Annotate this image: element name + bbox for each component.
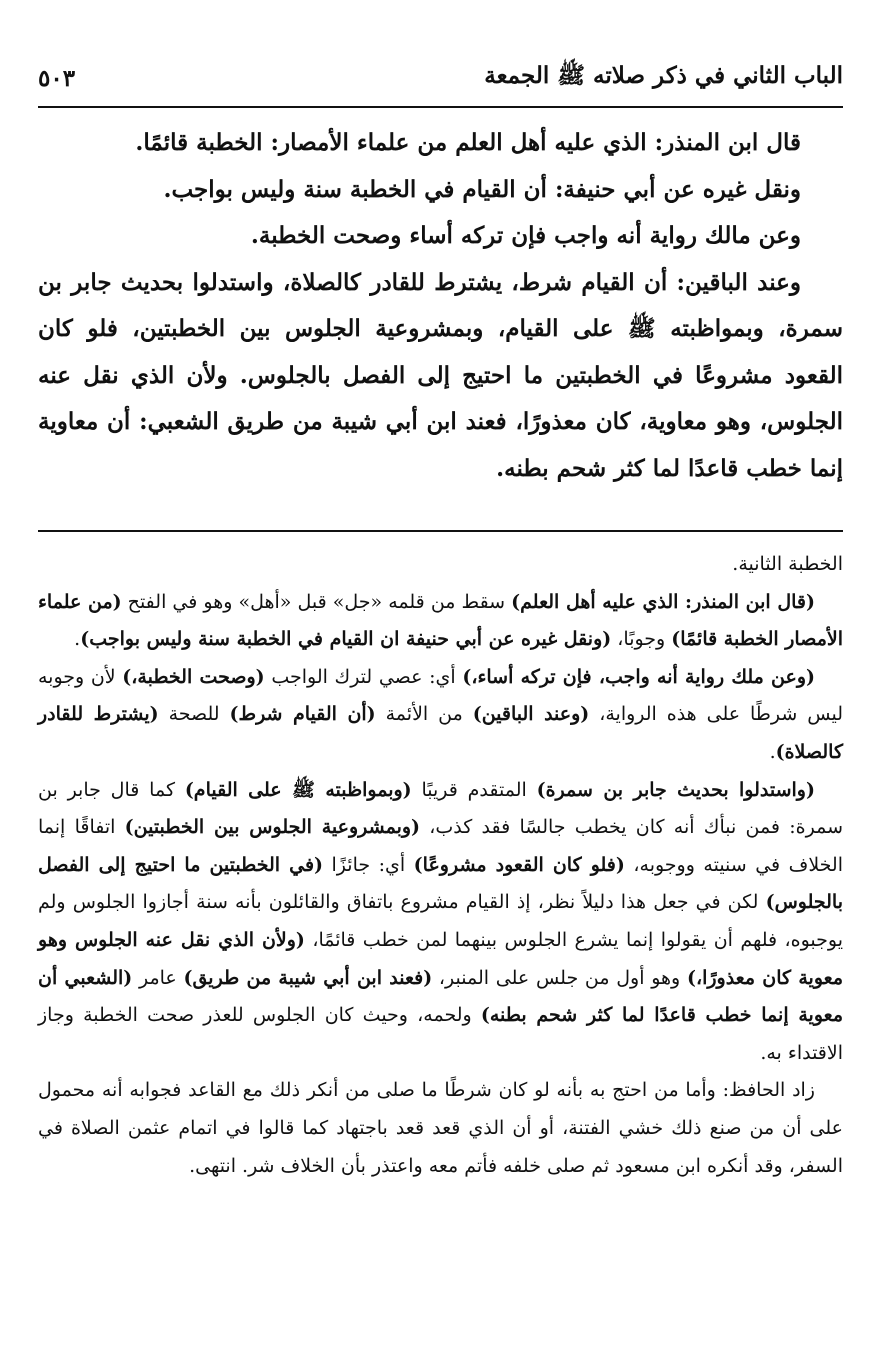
commentary-run: لأن وجوبه ليس شرطًا على هذه الرواية، bbox=[38, 665, 844, 726]
commentary-run: . bbox=[769, 740, 776, 763]
commentary-run: عامر bbox=[132, 966, 184, 989]
commentary-line-0: الخطبة الثانية. bbox=[732, 553, 843, 575]
commentary-run: سقط من قلمه «جل» قبل «أهل» وهو في الفتح bbox=[121, 590, 512, 613]
quoted-matn-text: (وعن ملك رواية أنه واجب، فإن تركه أساء،) bbox=[462, 665, 815, 688]
commentary-run: وجوبًا، bbox=[611, 628, 672, 651]
main-paragraph-1: قال ابن المنذر: الذي عليه أهل العلم من علماء الأمصار: الخطبة قائمًا. bbox=[135, 129, 801, 156]
commentary-run: اتفاقًا إنما الخلاف في سنيته ووجوبه، bbox=[38, 816, 843, 876]
page-header bbox=[38, 56, 843, 100]
commentary-paragraph-2 bbox=[38, 659, 843, 772]
quoted-matn-text: (أن القيام شرط) bbox=[229, 703, 376, 726]
commentary-paragraph-3 bbox=[38, 772, 843, 1073]
quoted-matn-text: (وبمشروعية الجلوس بين الخطبتين) bbox=[124, 816, 421, 839]
commentary-paragraph-4: زاد الحافظ: وأما من احتج به بأنه لو كان شرطًا ما صلى من أنكر ذلك مع القاعد فجوابه أنه محمول على أن من صنع ذلك خشي الفتنة، أو أن الذي قعد قعد باجتهاد كما قالوا في اتمام عثمن الصلاة في السفر، وقد أنكره ابن مسعود ثم صلى خلفه فأتم معه واعتذر بأن الخلاف شر. انتهى. bbox=[38, 1079, 843, 1177]
quoted-matn-text: (وبمواظبته ﷺ على القيام) bbox=[184, 778, 412, 801]
quoted-matn-text: (وعند الباقين) bbox=[472, 703, 590, 726]
quoted-matn-text: (قال ابن المنذر: الذي عليه أهل العلم) bbox=[511, 590, 815, 613]
commentary-run: لكن في جعل هذا دليلاً نظر، إذ القيام مشروع باتفاق والقائلون بأنه سنة أجازوا الجلوس ولم يوجبوه، فلهم أن يقولوا إنما يشرع الجلوس بينهما لمن خطب قائمًا، bbox=[38, 891, 843, 951]
footnote-rule bbox=[38, 530, 843, 532]
quoted-matn-text: (ولأن الذي نقل عنه الجلوس وهو معوية كان معذورًا،) bbox=[38, 928, 844, 989]
header-rule bbox=[38, 106, 843, 108]
commentary-run: أي: عصي لترك الواجب bbox=[264, 665, 463, 688]
page-number: ٥٠٣ bbox=[38, 64, 76, 92]
main-paragraph-2: ونقل غيره عن أبي حنيفة: أن القيام في الخطبة سنة وليس بواجب. bbox=[163, 175, 801, 203]
quoted-matn-text: (فعند ابن أبي شيبة من طريق) bbox=[183, 966, 433, 989]
commentary-run: وهو أول من جلس على المنبر، bbox=[432, 966, 687, 989]
commentary-paragraph-1 bbox=[38, 584, 843, 659]
quoted-matn-text: (في الخطبتين ما احتيج إلى الفصل بالجلوس) bbox=[38, 853, 843, 914]
quoted-matn-text: (الشعبي أن معوية إنما خطب قاعدًا لما كثر شحم بطنه) bbox=[38, 966, 843, 1027]
quoted-matn-text: (واستدلوا بحديث جابر بن سمرة) bbox=[536, 778, 815, 801]
quoted-matn-text: (فلو كان القعود مشروعًا) bbox=[413, 853, 625, 876]
quoted-matn-text: (ونقل غيره عن أبي حنيفة ان القيام في الخطبة سنة وليس بواجب) bbox=[80, 628, 612, 651]
quoted-matn-text: (يشترط للقادر كالصلاة) bbox=[38, 703, 843, 763]
main-text bbox=[38, 120, 843, 492]
commentary-run: ولحمه، وحيث كان الجلوس للعذر صحت الخطبة وجاز الاقتداء به. bbox=[38, 1004, 843, 1064]
commentary-run: أي: جائزًا bbox=[323, 853, 414, 876]
main-paragraph-4: وعند الباقين: أن القيام شرط، يشترط للقادر كالصلاة، واستدلوا بحديث جابر بن سمرة، وبمواظبته ﷺ على القيام، وبمشروعية الجلوس بين الخطبتين، فلو كان القعود مشروعًا في الخطبتين ما احتيج إلى الفصل بالجلوس. ولأن الذي نقل عنه الجلوس، وهو معاوية، كان معذورًا، فعند ابن أبي شيبة من طريق الشعبي: أن معاوية إنما خطب قاعدًا لما كثر شحم بطنه. bbox=[38, 268, 843, 482]
quoted-matn-text: (وصحت الخطبة،) bbox=[122, 665, 265, 688]
commentary-run: للصحة bbox=[158, 703, 230, 726]
commentary-run: . bbox=[74, 628, 81, 651]
commentary-run: من الأئمة bbox=[375, 703, 473, 726]
commentary-run: المتقدم قريبًا bbox=[411, 778, 537, 801]
commentary-text bbox=[38, 546, 843, 1185]
quoted-matn-text: (من علماء الأمصار الخطبة قائمًا) bbox=[38, 590, 843, 651]
commentary-run: كما قال جابر بن سمرة: فمن نبأك أنه كان يخطب جالسًا فقد كذب، bbox=[38, 778, 843, 839]
main-paragraph-3: وعن مالك رواية أنه واجب فإن تركه أساء وصحت الخطبة. bbox=[250, 222, 801, 249]
running-title: الباب الثاني في ذكر صلاته ﷺ الجمعة bbox=[484, 62, 843, 89]
